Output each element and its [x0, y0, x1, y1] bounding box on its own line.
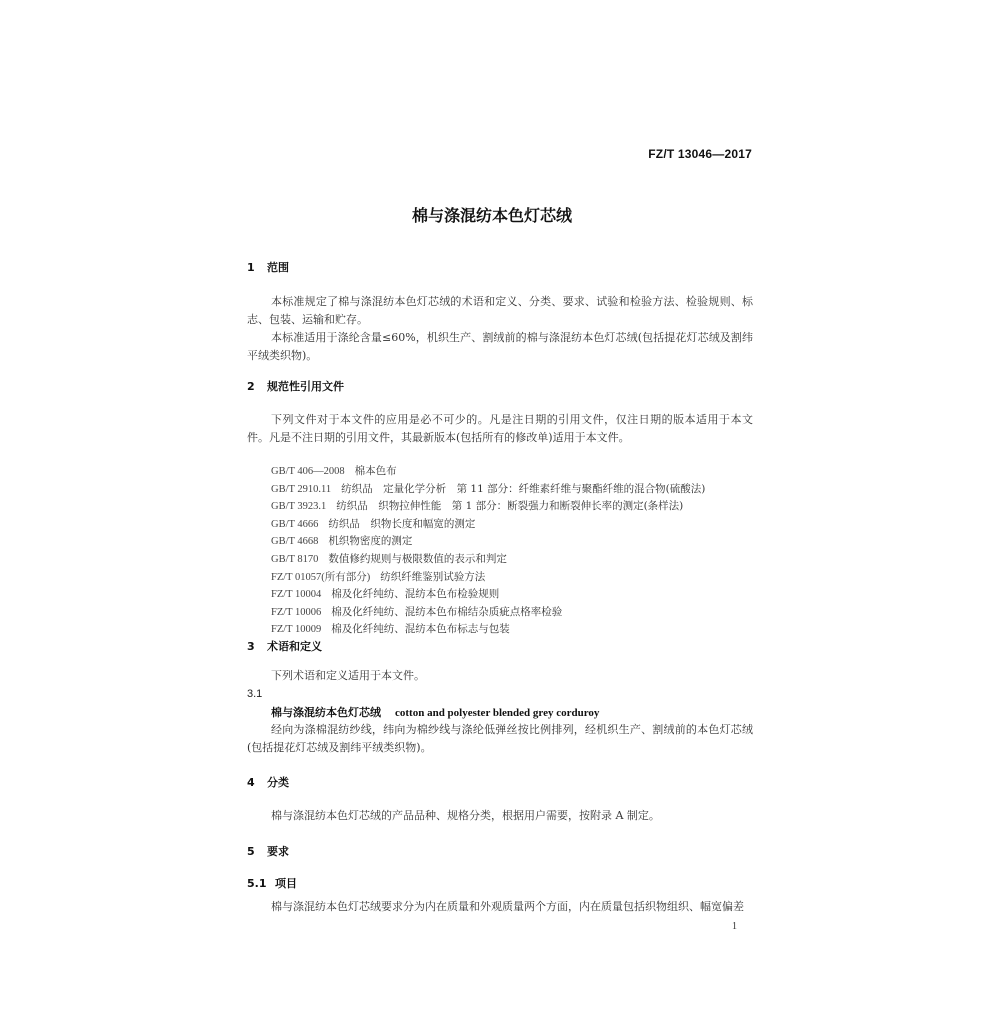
section-number: 3: [247, 640, 255, 653]
reference-name: 纺织品 织物拉伸性能 第 1 部分：断裂强力和断裂伸长率的测定(条样法): [336, 500, 684, 513]
term-name-en: cotton and polyester blended grey corduroy: [395, 707, 600, 719]
term-number: 3.1: [247, 688, 263, 700]
reference-item: [271, 481, 761, 499]
reference-item: [271, 498, 761, 516]
term-definition: 经向为涤棉混纺纱线，纬向为棉纱线与涤纶低弹丝按比例排列，经机织生产、割绒前的本色灯芯绒(包括提花灯芯绒及割纬平绒类织物)。: [247, 723, 753, 754]
reference-item: [271, 533, 761, 551]
terms-intro: 下列术语和定义适用于本文件。: [271, 669, 425, 682]
section-number: 5.1: [247, 877, 267, 890]
reference-list: [271, 463, 761, 639]
reference-code: FZ/T 10009: [271, 624, 322, 636]
reference-name: 棉及化纤纯纺、混纺本色布检验规则: [331, 588, 500, 601]
reference-code: FZ/T 10006: [271, 606, 322, 618]
reference-code: GB/T 4668: [271, 536, 319, 548]
reference-name: 棉本色布: [354, 465, 397, 477]
classification-paragraph: 棉与涤混纺本色灯芯绒的产品品种、规格分类，根据用户需要，按附录 A 制定。: [271, 809, 660, 822]
reference-code: GB/T 4666: [271, 518, 319, 530]
section-5-heading: [247, 843, 289, 859]
section-1-heading: [247, 259, 289, 275]
reference-code: FZ/T 01057(所有部分): [271, 571, 371, 583]
standard-code: FZ/T 13046—2017: [648, 147, 752, 161]
items-paragraph: 棉与涤混纺本色灯芯绒要求分为内在质量和外观质量两个方面，内在质量包括织物组织、幅宽偏差: [271, 900, 744, 913]
section-title: 术语和定义: [267, 640, 322, 653]
reference-name: 纺织品 定量化学分析 第 11 部分：纤维素纤维与聚酯纤维的混合物(硫酸法): [341, 482, 706, 495]
reference-code: GB/T 406—2008: [271, 466, 345, 477]
section-4-heading: [247, 774, 289, 790]
page-number: 1: [732, 921, 737, 932]
term-heading: [271, 704, 599, 720]
reference-name: 棉及化纤纯纺、混纺本色布标志与包装: [331, 623, 510, 636]
section-title: 范围: [267, 261, 289, 274]
reference-name: 机织物密度的测定: [328, 535, 413, 548]
reference-code: GB/T 3923.1: [271, 501, 327, 513]
section-number: 4: [247, 776, 255, 789]
document-title: 棉与涤混纺本色灯芯绒: [411, 206, 572, 225]
reference-name: 数值修约规则与极限数值的表示和判定: [328, 552, 507, 565]
reference-item: [271, 586, 761, 604]
section-number: 1: [247, 261, 255, 274]
section-5-1-heading: [247, 875, 297, 891]
section-3-heading: [247, 638, 322, 654]
reference-item: [271, 551, 761, 569]
section-2-heading: [247, 378, 344, 394]
reference-name: 纺织品 织物长度和幅宽的测定: [328, 517, 476, 530]
term-name-zh: 棉与涤混纺本色灯芯绒: [271, 706, 381, 719]
scope-paragraph-1: 本标准规定了棉与涤混纺本色灯芯绒的术语和定义、分类、要求、试验和检验方法、检验规则、标志、包装、运输和贮存。: [247, 295, 753, 326]
reference-item: [271, 516, 761, 534]
section-title: 项目: [275, 877, 297, 890]
scope-paragraph-2: 本标准适用于涤纶含量≤60%，机织生产、割绒前的棉与涤混纺本色灯芯绒(包括提花灯芯绒及割纬平绒类织物)。: [247, 331, 753, 362]
references-intro: 下列文件对于本文件的应用是必不可少的。凡是注日期的引用文件，仅注日期的版本适用于本文件。凡是不注日期的引用文件，其最新版本(包括所有的修改单)适用于本文件。: [247, 413, 753, 444]
section-title: 分类: [267, 776, 289, 789]
reference-name: 棉及化纤纯纺、混纺本色布棉结杂质疵点格率检验: [331, 605, 563, 618]
reference-code: GB/T 8170: [271, 553, 319, 565]
reference-name: 纺织纤维鉴别试验方法: [380, 570, 486, 583]
reference-item: [271, 463, 761, 481]
reference-item: [271, 569, 761, 587]
section-number: 2: [247, 380, 255, 393]
section-title: 要求: [267, 845, 289, 858]
reference-item: [271, 621, 761, 639]
reference-code: GB/T 2910.11: [271, 483, 332, 495]
section-number: 5: [247, 845, 255, 858]
section-title: 规范性引用文件: [267, 380, 344, 393]
reference-item: [271, 604, 761, 622]
reference-code: FZ/T 10004: [271, 589, 322, 601]
